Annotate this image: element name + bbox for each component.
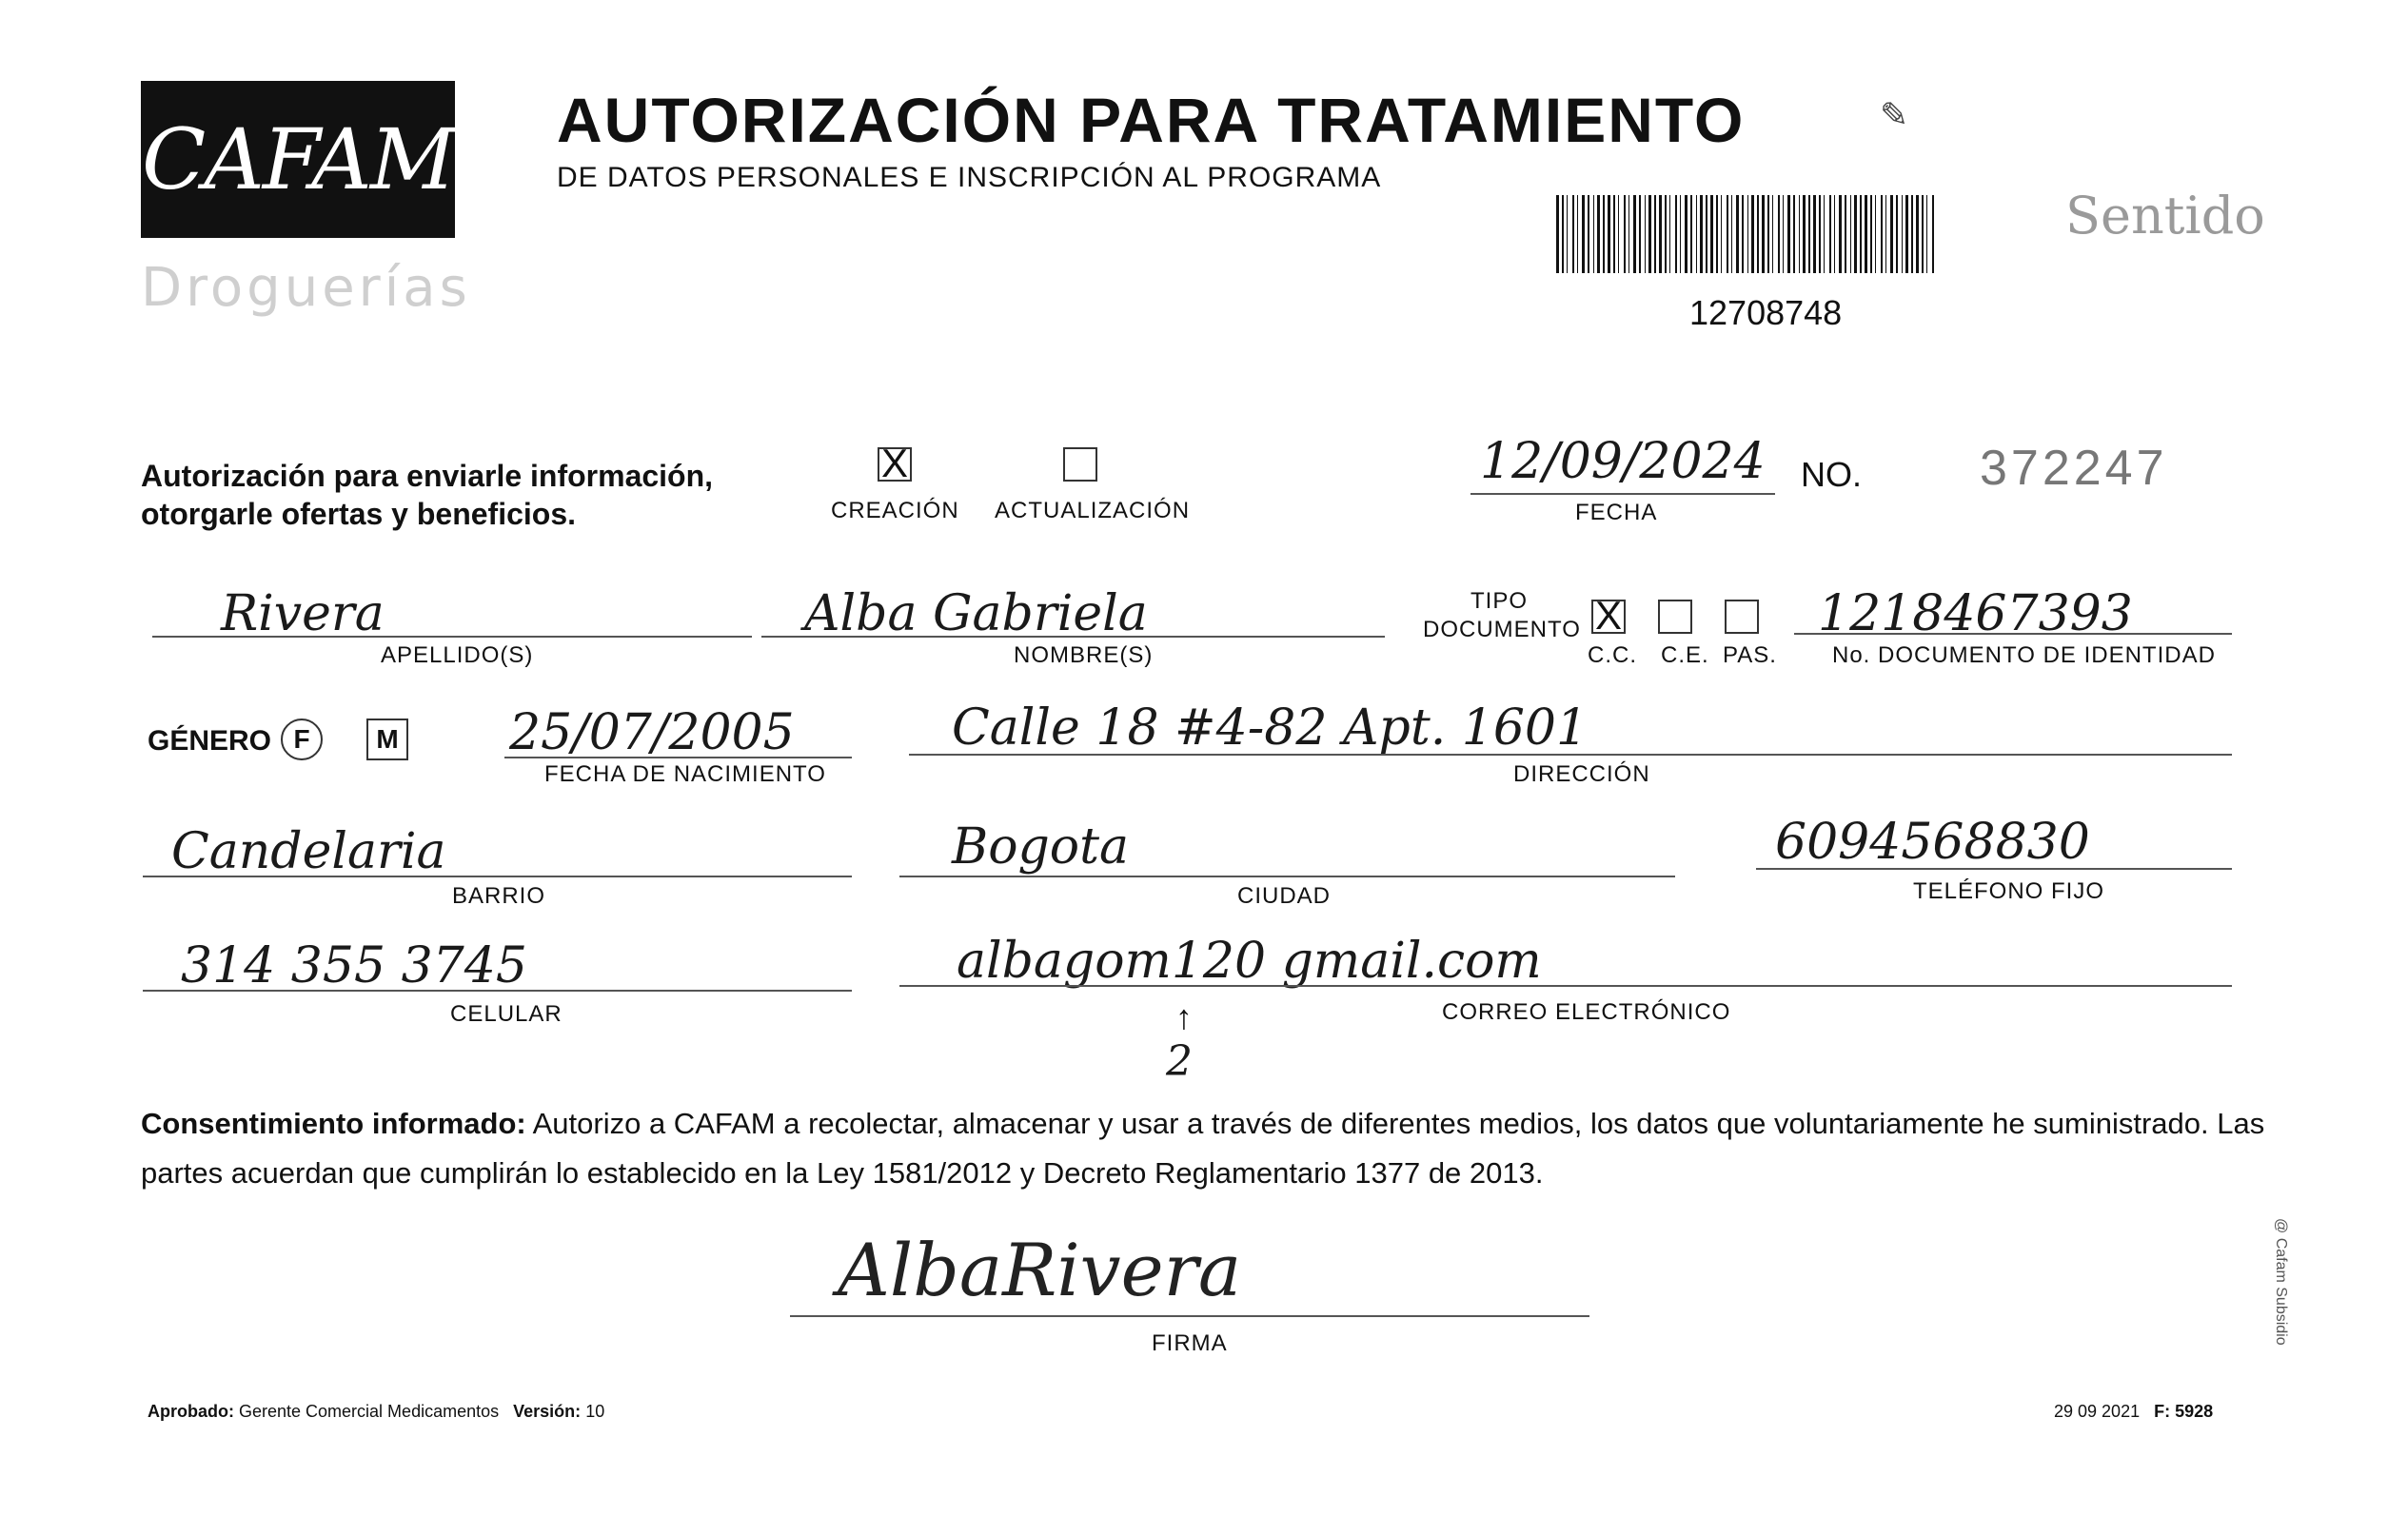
barcode-bar [1854, 195, 1857, 273]
barcode-bar [1799, 195, 1800, 273]
documento-line [1794, 633, 2232, 635]
barcode-bar [1787, 195, 1790, 273]
barcode-bar [1860, 195, 1862, 273]
logo-text: CAFAM [142, 110, 454, 208]
direccion-label: DIRECCIÓN [1513, 761, 1650, 787]
barcode-number: 12708748 [1689, 293, 1843, 332]
barcode-bar [1675, 195, 1677, 273]
barcode-bar [1922, 195, 1924, 273]
pas-label: PAS. [1723, 642, 1777, 668]
barcode-bar [1757, 195, 1759, 273]
barcode-bar [1905, 195, 1908, 273]
barcode-bar [1597, 195, 1600, 273]
barcode-bar [1916, 195, 1919, 273]
consent-text: Autorizo a CAFAM a recolectar, almacenar y usar a través de diferentes medios, los datos que voluntariamente he suministrado. Las partes acuerdan que cumplirán lo establecido en la Ley 1581/2012 y Decreto Reglamentario 1377 de 2013. [141, 1107, 2265, 1190]
documento-label: DOCUMENTO [1423, 617, 1581, 642]
correo-line [899, 985, 2232, 987]
documento-value[interactable]: 1218467393 [1818, 585, 2133, 642]
barrio-label: BARRIO [452, 883, 546, 909]
arrow-up-icon: ↑ [1175, 997, 1193, 1036]
barcode-bar [1685, 195, 1688, 273]
heading-line-1: Autorización para enviarle información, [141, 459, 714, 493]
consent-paragraph [141, 1099, 2273, 1198]
barrio-value[interactable]: Candelaria [171, 823, 446, 880]
barcode-bar [1669, 195, 1670, 273]
celular-label: CELULAR [450, 1001, 563, 1027]
celular-line [143, 990, 852, 992]
ciudad-line [899, 876, 1675, 877]
barcode-bar [1762, 195, 1765, 273]
version-label: Versión: [513, 1402, 582, 1421]
apellido-line [152, 636, 752, 638]
barcode-bar [1772, 195, 1773, 273]
barcode-bar [1710, 195, 1713, 273]
barcode-bar [1716, 195, 1718, 273]
barcode-bar [1696, 195, 1697, 273]
genero-f-option[interactable]: F [281, 719, 323, 760]
apellido-label: APELLIDO(S) [381, 642, 534, 668]
barcode-bar [1603, 195, 1605, 273]
barcode-bar [1932, 195, 1934, 273]
no-value: 372247 [1980, 441, 2168, 496]
barcode-bar [1659, 195, 1662, 273]
barcode-bar [1839, 195, 1842, 273]
barcode-bar [1926, 195, 1927, 273]
signature-value[interactable]: AlbaRivera [838, 1228, 1242, 1312]
ce-label: C.E. [1661, 642, 1709, 668]
barrio-line [143, 876, 852, 877]
barcode-bar [1808, 195, 1810, 273]
signature-label: FIRMA [1152, 1330, 1228, 1356]
page-title: AUTORIZACIÓN PARA TRATAMIENTO [557, 85, 1746, 148]
barcode-bar [1690, 195, 1692, 273]
nombre-label: NOMBRE(S) [1014, 642, 1154, 668]
barcode-bar [1706, 195, 1707, 273]
barcode-bar [1813, 195, 1816, 273]
nombre-value[interactable]: Alba Gabriela [804, 585, 1148, 642]
pas-checkbox[interactable] [1725, 600, 1759, 634]
nacimiento-label: FECHA DE NACIMIENTO [544, 761, 826, 787]
telefono-line [1756, 868, 2232, 870]
correo-value[interactable]: albagom120 gmail.com [957, 933, 1542, 990]
barcode-bar [1793, 195, 1795, 273]
heading-line-2: otorgarle ofertas y beneficios. [141, 497, 577, 531]
no-label: NO. [1801, 455, 1863, 494]
signature-line [790, 1315, 1589, 1317]
stamp-text: Sentido [2065, 186, 2265, 246]
barcode-bar [1850, 195, 1851, 273]
barcode-bar [1721, 195, 1722, 273]
barcode-bar [1896, 195, 1898, 273]
barcode-bar [1819, 195, 1821, 273]
direccion-line [909, 754, 2232, 756]
logo-subtitle: Droguerías [141, 257, 471, 319]
actualizacion-checkbox[interactable] [1063, 447, 1097, 482]
barcode-bar [1742, 195, 1744, 273]
barcode-bar [1645, 195, 1646, 273]
footer-right [2054, 1402, 2213, 1422]
actualizacion-label: ACTUALIZACIÓN [995, 498, 1191, 523]
barcode-bar [1582, 195, 1585, 273]
barcode-bar [1680, 195, 1681, 273]
barcode-bar [1556, 195, 1559, 273]
barcode-bar [1890, 195, 1893, 273]
section-heading [141, 457, 788, 533]
footer-date: 29 09 2021 [2054, 1402, 2141, 1421]
arrow-note: 2 [1166, 1037, 1193, 1086]
ciudad-value[interactable]: Bogota [952, 818, 1130, 876]
barcode-bar [1648, 195, 1651, 273]
barcode-bar [1577, 195, 1578, 273]
barcode-bar [1845, 195, 1846, 273]
handwritten-mark: ✎ [1880, 95, 1909, 134]
barcode-bar [1783, 195, 1784, 273]
barcode-bar [1911, 195, 1913, 273]
documento-number-label: No. DOCUMENTO DE IDENTIDAD [1832, 642, 2216, 668]
cafam-logo [141, 81, 455, 238]
barcode-bar [1778, 195, 1780, 273]
barcode-bar [1885, 195, 1886, 273]
creacion-checkbox[interactable]: X [878, 447, 912, 482]
ce-checkbox[interactable] [1658, 600, 1692, 634]
fecha-label: FECHA [1575, 500, 1658, 525]
barcode-bar [1572, 195, 1574, 273]
barcode-bar [1613, 195, 1615, 273]
fecha-value[interactable]: 12/09/2024 [1480, 433, 1766, 490]
footer-left [148, 1402, 604, 1422]
correo-label: CORREO ELECTRÓNICO [1442, 999, 1731, 1025]
barcode-bar [1767, 195, 1769, 273]
telefono-label: TELÉFONO FIJO [1913, 878, 2105, 904]
apellido-value[interactable]: Rivera [221, 585, 385, 642]
tipo-label: TIPO [1470, 588, 1529, 614]
cc-label: C.C. [1588, 642, 1637, 668]
consent-bold: Consentimiento informado: [141, 1107, 526, 1140]
nacimiento-line [504, 757, 852, 758]
nacimiento-value[interactable]: 25/07/2005 [509, 704, 795, 761]
direccion-value[interactable]: Calle 18 #4-82 Apt. 1601 [952, 699, 1589, 757]
aprobado-value: Gerente Comercial Medicamentos [239, 1402, 500, 1421]
barcode-bar [1588, 195, 1589, 273]
barcode-bar [1562, 195, 1564, 273]
barcode-bar [1654, 195, 1656, 273]
barcode-bar [1628, 195, 1629, 273]
barcode-bar [1593, 195, 1594, 273]
page-subtitle: DE DATOS PERSONALES E INSCRIPCIÓN AL PROGRAMA [557, 162, 1382, 193]
genero-label: GÉNERO [148, 725, 272, 757]
barcode-bar [1824, 195, 1825, 273]
celular-value[interactable]: 314 355 3745 [181, 937, 527, 994]
barcode-bar [1751, 195, 1754, 273]
footer-code: F: 5928 [2154, 1402, 2214, 1421]
barcode-bar [1875, 195, 1876, 273]
ciudad-label: CIUDAD [1237, 883, 1332, 909]
barcode-bar [1618, 195, 1619, 273]
barcode-bar [1567, 195, 1568, 273]
barcode-bar [1834, 195, 1835, 273]
fecha-line [1470, 493, 1775, 495]
barcode-bar [1665, 195, 1667, 273]
nombre-line [761, 636, 1385, 638]
barcode-bar [1727, 195, 1728, 273]
genero-m-option[interactable]: M [366, 719, 408, 760]
version-value: 10 [585, 1402, 605, 1421]
aprobado-label: Aprobado: [148, 1402, 234, 1421]
barcode-bar [1829, 195, 1831, 273]
barcode-bar [1608, 195, 1610, 273]
creacion-label: CREACIÓN [831, 498, 959, 523]
barcode [1556, 195, 1937, 273]
barcode-bar [1736, 195, 1739, 273]
cc-checkbox[interactable]: X [1591, 600, 1626, 634]
side-text: @ Cafam Subsidio [2273, 1218, 2289, 1346]
barcode-bar [1870, 195, 1872, 273]
barcode-bar [1700, 195, 1703, 273]
barcode-bar [1624, 195, 1626, 273]
barcode-bar [1731, 195, 1732, 273]
barcode-bar [1747, 195, 1748, 273]
telefono-value[interactable]: 6094568830 [1775, 814, 2090, 871]
barcode-bar [1881, 195, 1883, 273]
barcode-bar [1865, 195, 1867, 273]
barcode-bar [1902, 195, 1903, 273]
barcode-bar [1633, 195, 1636, 273]
barcode-bar [1639, 195, 1641, 273]
barcode-bar [1803, 195, 1806, 273]
